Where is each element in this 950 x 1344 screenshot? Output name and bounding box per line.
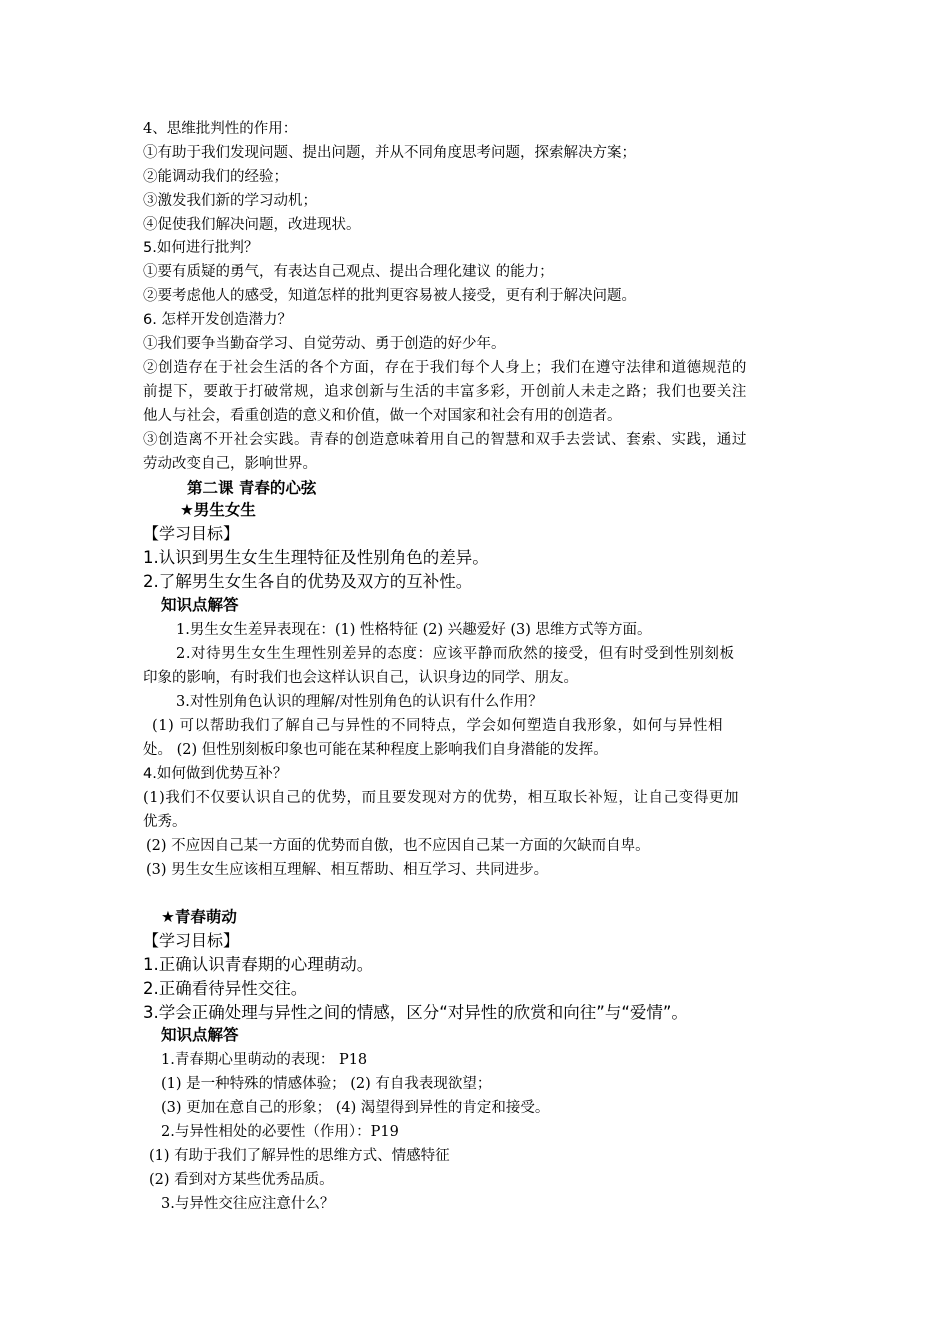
- topic1-line-8: (1)我们不仅要认识自己的优势，而且要发现对方的优势，相互取长补短，让自己变得更加: [143, 790, 740, 806]
- topic1-goals-label: 【学习目标】: [143, 524, 240, 543]
- topic1-goal-1: 1.认识到男生女生生理特征及性别角色的差异。: [143, 548, 489, 567]
- topic2-line-7: 3.与异性交往应注意什么？: [161, 1196, 335, 1212]
- q6-line-5: ③创造离不开社会实践。青春的创造意味着用自己的智慧和双手去尝试、套索、实践，通过: [143, 432, 747, 448]
- q6-line-6: 劳动改变自己，影响世界。: [143, 456, 317, 472]
- q6-title: 6. 怎样开发创造潜力？: [143, 312, 292, 328]
- topic2-line-4: 2.与异性相处的必要性（作用）：P19: [161, 1124, 399, 1140]
- topic1-kp-label: 知识点解答: [161, 596, 239, 614]
- topic1-heading: ★男生女生: [180, 501, 256, 519]
- topic2-line-6: (2) 看到对方某些优秀品质。: [149, 1172, 334, 1188]
- topic2-goal-3: 3.学会正确处理与异性之间的情感，区分“对异性的欣赏和向往”与“爱情”。: [143, 1003, 688, 1022]
- topic2-line-5: (1) 有助于我们了解异性的思维方式、情感特征: [149, 1148, 450, 1164]
- q4-item-1: ①有助于我们发现问题、提出问题，并从不同角度思考问题，探索解决方案；: [143, 145, 636, 161]
- q5-item-2: ②要考虑他人的感受，知道怎样的批判更容易被人接受，更有利于解决问题。: [143, 288, 636, 304]
- q6-line-2: ②创造存在于社会生活的各个方面，存在于我们每个人身上；我们在遵守法律和道德规范的: [143, 360, 747, 376]
- topic2-kp-label: 知识点解答: [161, 1026, 239, 1044]
- q4-item-4: ④促使我们解决问题，改进现状。: [143, 217, 361, 233]
- topic1-line-10: (2) 不应因自己某一方面的优势而自傲，也不应因自己某一方面的欠缺而自卑。: [146, 838, 650, 854]
- topic2-line-2: (1) 是一种特殊的情感体验； (2) 有自我表现欲望；: [161, 1076, 492, 1092]
- lesson-title: 第二课 青春的心弦: [187, 479, 317, 497]
- topic2-goals-label: 【学习目标】: [143, 931, 240, 950]
- topic1-line-5: (1) 可以帮助我们了解自己与异性的不同特点，学会如何塑造自我形象，如何与异性相: [152, 718, 724, 734]
- q6-line-4: 他人与社会，看重创造的意义和价值，做一个对国家和社会有用的创造者。: [143, 408, 622, 424]
- topic1-line-4: 3.对性别角色认识的理解/对性别角色的认识有什么作用？: [176, 694, 543, 710]
- topic2-heading: ★青春萌动: [161, 908, 237, 926]
- q5-title: 5.如何进行批判？: [143, 240, 259, 256]
- q4-item-3: ③激发我们新的学习动机；: [143, 193, 317, 209]
- topic2-goal-1: 1.正确认识青春期的心理萌动。: [143, 955, 374, 974]
- q6-line-3: 前提下，要敢于打破常规，追求创新与生活的丰富多彩，开创前人未走之路；我们也要关注: [143, 384, 747, 400]
- q4-item-2: ②能调动我们的经验；: [143, 169, 288, 185]
- topic1-line-3: 印象的影响，有时我们也会这样认识自己，认识身边的同学、朋友。: [143, 670, 578, 686]
- q6-line-1: ①我们要争当勤奋学习、自觉劳动、勇于创造的好少年。: [143, 336, 506, 352]
- topic1-line-2: 2.对待男生女生生理性别差异的态度：应该平静而欣然的接受，但有时受到性别刻板: [176, 646, 735, 662]
- topic1-line-1: 1.男生女生差异表现在：(1) 性格特征 (2) 兴趣爱好 (3) 思维方式等方面。: [176, 622, 652, 638]
- topic1-goal-2: 2.了解男生女生各自的优势及双方的互补性。: [143, 572, 473, 591]
- topic2-line-1: 1.青春期心里萌动的表现： P18: [161, 1052, 368, 1068]
- q4-title: 4、思维批判性的作用：: [143, 121, 298, 137]
- topic2-goal-2: 2.正确看待异性交往。: [143, 979, 308, 998]
- topic1-line-6: 处。 (2) 但性别刻板印象也可能在某种程度上影响我们自身潜能的发挥。: [143, 742, 608, 758]
- topic1-line-11: (3) 男生女生应该相互理解、相互帮助、相互学习、共同进步。: [146, 862, 549, 878]
- topic1-line-7: 4.如何做到优势互补？: [143, 766, 288, 782]
- topic1-line-9: 优秀。: [143, 814, 187, 830]
- topic2-line-3: (3) 更加在意自己的形象； (4) 渴望得到异性的肯定和接受。: [161, 1100, 550, 1116]
- q5-item-1: ①要有质疑的勇气，有表达自己观点、提出合理化建议 的能力；: [143, 264, 554, 280]
